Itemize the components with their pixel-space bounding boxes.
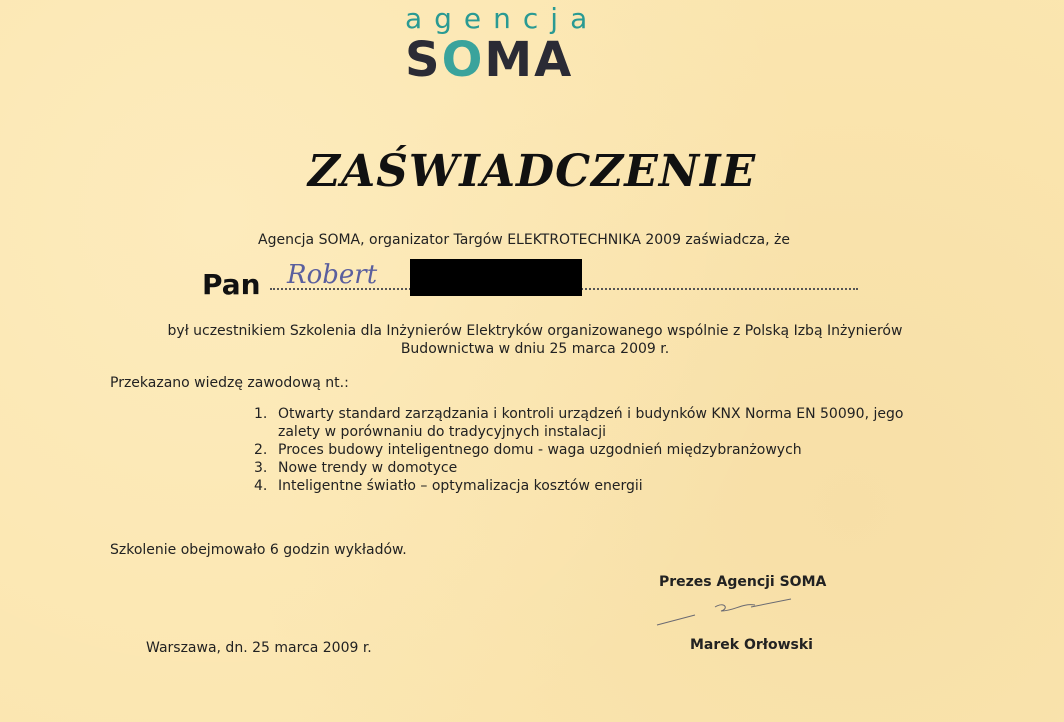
list-item	[254, 477, 934, 495]
list-item	[254, 459, 934, 477]
list-item	[254, 441, 934, 459]
signature-scribble	[655, 593, 795, 629]
signatory-name: Marek Orłowski	[690, 637, 813, 653]
place-date: Warszawa, dn. 25 marca 2009 r.	[146, 640, 372, 656]
redaction-box	[410, 259, 582, 296]
logo-agencja-text: agencja	[405, 2, 600, 35]
recipient-prefix: Pan	[202, 268, 261, 301]
list-item-text: Inteligentne światło – optymalizacja kosztów energii	[278, 478, 643, 494]
hours-note: Szkolenie obejmowało 6 godzin wykładów.	[110, 542, 407, 558]
signatory-role: Prezes Agencji SOMA	[659, 574, 827, 590]
list-item	[254, 405, 934, 441]
list-item-text: Otwarty standard zarządzania i kontroli urządzeń i budynków KNX Norma EN 50090, jego zalety w porównaniu do tradycyjnych instalacji	[278, 406, 904, 440]
list-item-text: Nowe trendy w domotyce	[278, 460, 458, 476]
topics-intro: Przekazano wiedzę zawodową nt.:	[110, 375, 349, 391]
handwritten-first-name: Robert	[287, 260, 378, 290]
list-item-text: Proces budowy inteligentnego domu - waga uzgodnień międzybranżowych	[278, 442, 802, 458]
intro-text: Agencja SOMA, organizator Targów ELEKTROTECHNIKA 2009 zaświadcza, że	[258, 232, 790, 248]
list-item-number: 2.	[254, 442, 268, 458]
document-title: ZAŚWIADCZENIE	[307, 146, 757, 197]
logo-soma: SOMA	[405, 32, 574, 88]
list-item-number: 4.	[254, 478, 268, 494]
list-item-number: 1.	[254, 406, 268, 422]
list-item-number: 3.	[254, 460, 268, 476]
participation-line-2: Budownictwa w dniu 25 marca 2009 r.	[400, 341, 670, 357]
participation-paragraph	[155, 322, 915, 358]
topics-list	[254, 405, 934, 495]
participation-line-1: był uczestnikiem Szkolenia dla Inżynierów Elektryków organizowanego wspólnie z Polską Izbą Inżynierów	[167, 323, 903, 339]
